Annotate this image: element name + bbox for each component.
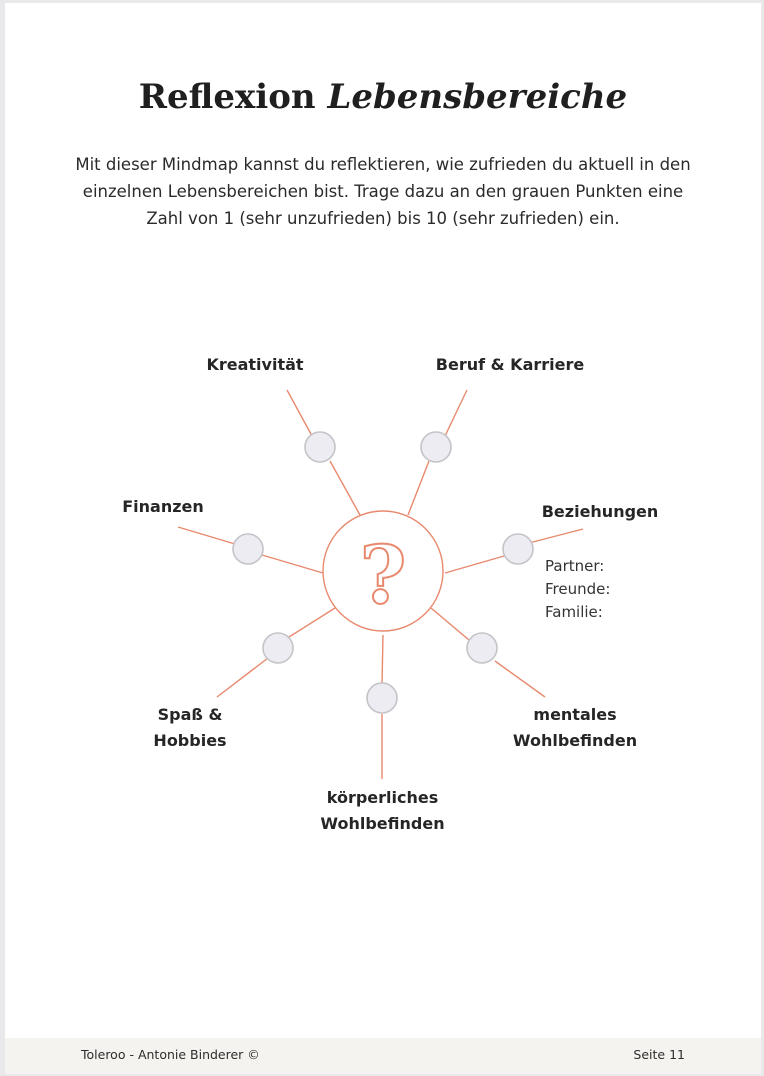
- footer-page-number: Seite 11: [633, 1047, 685, 1062]
- page-footer: [5, 1038, 761, 1074]
- spoke-mental-inner: [431, 608, 469, 640]
- field-familie: Familie:: [545, 603, 603, 621]
- intro-text: Mit dieser Mindmap kannst du reflektieren, wie zufrieden du aktuell in den einzelnen Lebensbereichen bist. Trage dazu an den grauen Punkten eine Zahl von 1 (sehr unzufrieden) bis 10 (sehr zufrieden) ein.: [75, 155, 691, 228]
- spoke-finanzen-outer: [178, 527, 235, 544]
- label-kreativitaet: Kreativität: [206, 355, 304, 374]
- title-italic: Lebensbereiche: [327, 77, 628, 117]
- rating-dot-finanzen[interactable]: [233, 534, 263, 564]
- spoke-beruf-inner: [408, 461, 429, 515]
- label-beziehungen: Beziehungen: [541, 502, 659, 521]
- spoke-beziehungen-outer: [529, 529, 583, 543]
- label-beruf-karriere: Beruf & Karriere: [435, 355, 585, 374]
- label-finanzen: Finanzen: [122, 497, 204, 516]
- rating-dot-kreativitaet[interactable]: [305, 432, 335, 462]
- center-question-mark: ?: [359, 528, 407, 622]
- spoke-kreativitaet-inner: [330, 461, 360, 515]
- footer-copyright: Toleroo - Antonie Binderer ©: [81, 1047, 260, 1062]
- spoke-kreativitaet-outer: [287, 390, 312, 436]
- beziehungen-fields: [545, 555, 610, 624]
- spoke-beziehungen-inner: [445, 556, 504, 573]
- field-freunde: Freunde:: [545, 580, 611, 598]
- field-partner: Partner:: [545, 557, 605, 575]
- label-spass-hobbies: Spaß & Hobbies: [153, 705, 227, 750]
- rating-dot-beruf[interactable]: [421, 432, 451, 462]
- rating-dot-spass[interactable]: [263, 633, 293, 663]
- rating-dot-koerper[interactable]: [367, 683, 397, 713]
- label-koerperliches-wohlbefinden: körperliches Wohlbefinden: [320, 788, 445, 833]
- spoke-finanzen-inner: [262, 555, 323, 573]
- title-main: Reflexion: [138, 77, 316, 117]
- spoke-beruf-outer: [445, 390, 467, 436]
- spoke-mental-outer: [495, 661, 545, 697]
- spoke-koerper-inner: [382, 635, 383, 684]
- label-mentales-wohlbefinden: mentales Wohlbefinden: [512, 705, 638, 750]
- spoke-spass-outer: [217, 658, 268, 697]
- spoke-spass-inner: [289, 608, 335, 637]
- rating-dot-beziehungen[interactable]: [503, 534, 533, 564]
- rating-dot-mental[interactable]: [467, 633, 497, 663]
- document-page: [5, 3, 761, 1074]
